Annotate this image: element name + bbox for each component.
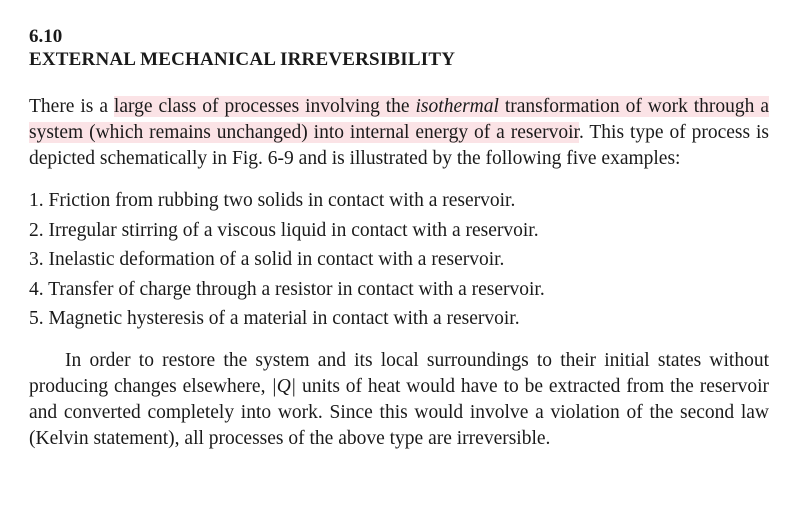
conclusion-paragraph (29, 348, 769, 452)
section-number: 6.10 (29, 26, 63, 47)
list-item: 5. Magnetic hysteresis of a material in contact with a reservoir. (29, 308, 520, 329)
heat-symbol: |Q| (271, 375, 297, 397)
highlight-italic-word: isothermal (415, 96, 499, 117)
examples-list (29, 186, 769, 334)
highlight-part-1: large class of processes involving the (113, 96, 416, 117)
conclusion-part-1: In order to restore the system and its local surroundings to their initial states without producing changes elsewhere, (29, 349, 769, 397)
highlight-part-2: transformation of work through a system (which remains unchanged) into internal energy of a reservoir (29, 96, 769, 143)
list-item: 3. Inelastic deformation of a solid in contact with a reservoir. (29, 249, 505, 270)
intro-tail: . This type of process is depicted schematically in Fig. 6-9 and is illustrated by the following five examples: (29, 122, 769, 169)
intro-lead: There is a (29, 96, 114, 117)
list-item: 4. Transfer of charge through a resistor in contact with a reservoir. (29, 278, 545, 300)
document-page (29, 26, 769, 452)
intro-paragraph (29, 94, 769, 172)
conclusion-part-2: units of heat would have to be extracted from the reservoir and converted completely into work. Since this would involve a violation of the second law (Kelvin statement), all processes of the above type are irreversible. (29, 375, 769, 449)
list-item: 1. Friction from rubbing two solids in contact with a reservoir. (29, 190, 516, 211)
section-title: EXTERNAL MECHANICAL IRREVERSIBILITY (29, 49, 456, 70)
list-item: 2. Irregular stirring of a viscous liquid in contact with a reservoir. (29, 219, 539, 241)
